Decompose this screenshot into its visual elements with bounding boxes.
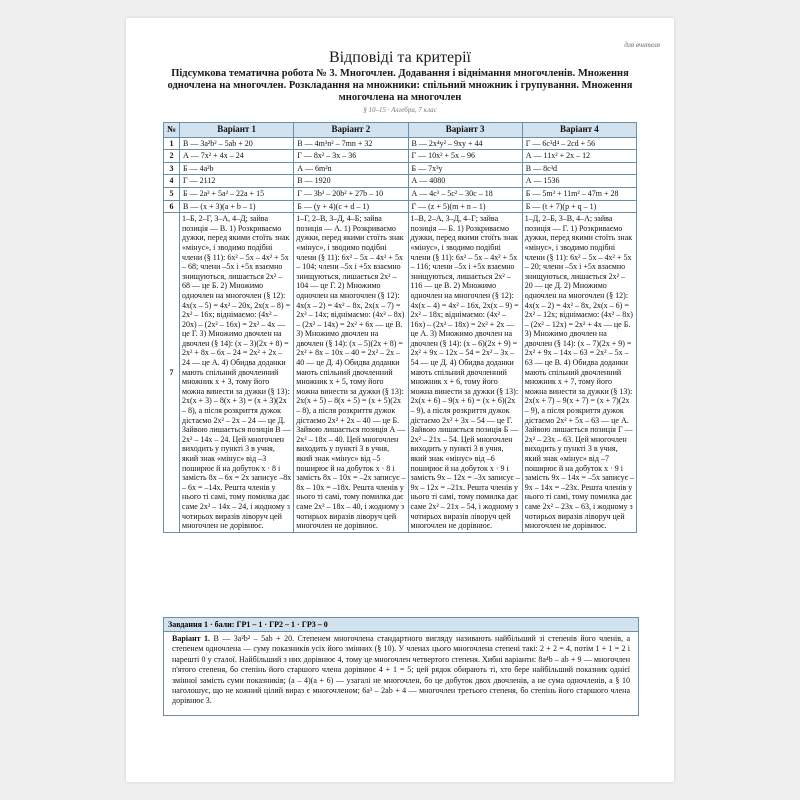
table-cell: В — (x + 3)(a + b – 1) bbox=[180, 200, 294, 213]
table-cell: Г — 6c³d⁴ – 2cd + 56 bbox=[522, 137, 636, 150]
table-cell: Г — 3b³ – 20b² + 27b – 10 bbox=[294, 187, 408, 200]
explanation-box bbox=[163, 631, 639, 716]
header-variant-4: Варіант 4 bbox=[522, 123, 636, 138]
page-subtitle: Підсумкова тематична робота № 3. Многочлен. Додавання і віднімання многочленів. Множення одночлена на многочлен. Розкладання на множники: спільний множник і групування. Множення многочлена на многочлен bbox=[167, 68, 633, 103]
table-cell: Б — 2a³ + 5a² – 22a + 15 bbox=[180, 187, 294, 200]
table-cell: Б — (y + 4)(c + d – 1) bbox=[294, 200, 408, 213]
table-cell: В — 4m³n² – 7mn + 32 bbox=[294, 137, 408, 150]
answer-sheet-page bbox=[126, 18, 674, 782]
table-cell: Б — 7x³y bbox=[408, 162, 522, 175]
table-row bbox=[164, 137, 637, 150]
task-scoring-header: Завдання 1 · бали: ГР1 – 1 · ГР2 – 1 · ГР3 – 0 bbox=[163, 617, 639, 632]
table-row bbox=[164, 187, 637, 200]
table-cell: Г — 10x² + 5x – 96 bbox=[408, 150, 522, 163]
row-number: 5 bbox=[164, 187, 180, 200]
table-cell: Г — (z + 5)(m + n – 1) bbox=[408, 200, 522, 213]
table-row bbox=[164, 162, 637, 175]
header-num: № bbox=[164, 123, 180, 138]
section-note: § 10–15 · Алгебра, 7 клас bbox=[363, 106, 437, 114]
table-cell: А — 11x² + 2x – 12 bbox=[522, 150, 636, 163]
table-cell: А — 4080 bbox=[408, 175, 522, 188]
table-cell: А — 1536 bbox=[522, 175, 636, 188]
row-number: 3 bbox=[164, 162, 180, 175]
row-number: 1 bbox=[164, 137, 180, 150]
table-cell: Б — (t + 7)(p + q – 1) bbox=[522, 200, 636, 213]
table-cell: Б — 5m³ + 11m² – 47m + 28 bbox=[522, 187, 636, 200]
teacher-label: для вчителя bbox=[624, 41, 660, 49]
table-row bbox=[164, 150, 637, 163]
table-cell: Г — 2112 bbox=[180, 175, 294, 188]
table-cell: В — 2x⁴y² – 9xy + 44 bbox=[408, 137, 522, 150]
header-variant-1: Варіант 1 bbox=[180, 123, 294, 138]
table-header-row bbox=[164, 123, 637, 138]
row-number: 2 bbox=[164, 150, 180, 163]
table-row bbox=[164, 213, 637, 533]
table-cell: Б — 4a²b bbox=[180, 162, 294, 175]
answers-table bbox=[163, 122, 637, 533]
header-variant-2: Варіант 2 bbox=[294, 123, 408, 138]
table-cell: 1–Г, 2–В, 3–Д, 4–Б; зайва позиція — А. 1) Розкриваємо дужки, перед якими стоїть знак «мінус», і зводимо подібні члени (§ 11): 6x² – 5x – 4x² + 5x – 104; члени –5x і +5x взаємно знищуються, лишається 2x² – 104 — це Г. 2) Множимо одночлен на многочлен (§ 12): 4x(x – 2) = 4x² – 8x, 2x(x – 7) = 2x² – 14x; віднімаємо: (4x² – 8x) – (2x² – 14x) = 2x² + 6x — це В. 3) Множимо двочлен на двочлен (§ 14): (x – 5)(2x + 8) = 2x² + 8x – 10x – 40 = 2x² – 2x – 40 — це Д. 4) Обидва доданки мають спільний двочленний множник x + 5, тому його можна винести за дужки (§ 13): 2x(x + 5) – 8(x + 5) = (x + 5)(2x – 8), а після розкриття дужок дістаємо 2x² + 2x – 40 — це Б. Зайвою лишається позиція А — 2x² – 18x – 40. Цей многочлен виходить у пункті 3 в учня, який знак «мінус» від –5 поширює й на добуток x · 8 і замість 8x – 10x = –2x записує –8x – 10x = –18x. Решта членів у нього ті самі, тому помилка дає саме 2x² – 18x – 40, і жодному з чотирьох виразів ліворуч цей многочлен не дорівнює. bbox=[294, 213, 408, 533]
table-row bbox=[164, 175, 637, 188]
row-number: 4 bbox=[164, 175, 180, 188]
header-variant-3: Варіант 3 bbox=[408, 123, 522, 138]
table-cell: 1–В, 2–А, 3–Д, 4–Г; зайва позиція — Б. 1) Розкриваємо дужки, перед якими стоїть знак «мінус», і зводимо подібні члени (§ 11): 6x² – 5x – 4x² + 5x – 116; члени –5x і +5x взаємно знищуються, лишається 2x² – 116 — це В. 2) Множимо одночлен на многочлен (§ 12): 4x(x – 4) = 4x² – 16x, 2x(x – 9) = 2x² – 18x; віднімаємо: (4x² – 16x) – (2x² – 18x) = 2x² + 2x — це А. 3) Множимо двочлен на двочлен (§ 14): (x – 6)(2x + 9) = 2x² + 9x – 12x – 54 = 2x² – 3x – 54 — це Д. 4) Обидва доданки мають спільний двочленний множник x + 6, тому його можна винести за дужки (§ 13): 2x(x + 6) – 9(x + 6) = (x + 6)(2x – 9), а після розкриття дужок дістаємо 2x² + 3x – 54 — це Г. Зайвою лишається позиція Б — 2x² – 21x – 54. Цей многочлен виходить у пункті 3 в учня, який знак «мінус» від –6 поширює й на добуток x · 9 і замість 9x – 12x = –3x записує –9x – 12x = –21x. Решта членів у нього ті самі, тому помилка дає саме 2x² – 21x – 54, і жодному з чотирьох виразів ліворуч цей многочлен не дорівнює. bbox=[408, 213, 522, 533]
table-cell: А — 6m²n bbox=[294, 162, 408, 175]
explanation-lead: Варіант 1. bbox=[172, 634, 211, 643]
table-cell: В — 3a²b² – 5ab + 20 bbox=[180, 137, 294, 150]
table-cell: В — 1920 bbox=[294, 175, 408, 188]
table-cell: Г — 8x² – 3x – 36 bbox=[294, 150, 408, 163]
table-cell: 1–Д, 2–Б, 3–В, 4–А; зайва позиція — Г. 1) Розкриваємо дужки, перед якими стоїть знак «мінус», і зводимо подібні члени (§ 11): 6x² – 5x – 4x² + 5x – 20; члени –5x і +5x взаємно знищуються, лишається 2x² – 20 — це Д. 2) Множимо одночлен на многочлен (§ 12): 4x(x – 2) = 4x² – 8x, 2x(x – 6) = 2x² – 12x; віднімаємо: (4x² – 8x) – (2x² – 12x) = 2x² + 4x — це Б. 3) Множимо двочлен на двочлен (§ 14): (x – 7)(2x + 9) = 2x² + 9x – 14x – 63 = 2x² – 5x – 63 — це В. 4) Обидва доданки мають спільний двочленний множник x + 7, тому його можна винести за дужки (§ 13): 2x(x + 7) – 9(x + 7) = (x + 7)(2x – 9), а після розкриття дужок дістаємо 2x² + 5x – 63 — це А. Зайвою лишається позиція Г — 2x² – 23x – 63. Цей многочлен виходить у пункті 3 в учня, який знак «мінус» від –7 поширює й на добуток x · 9 і замість 9x – 14x = –5x записує –9x – 14x = –23x. Решта членів у нього ті самі, тому помилка дає саме 2x² – 23x – 63, і жодному з чотирьох виразів ліворуч цей многочлен не дорівнює. bbox=[522, 213, 636, 533]
table-cell: А — 4c³ – 5c² – 30c – 18 bbox=[408, 187, 522, 200]
page-title: Відповіді та критерії bbox=[328, 49, 471, 66]
table-row bbox=[164, 200, 637, 213]
explanation-text: В — 3a²b² – 5ab + 20. Степенем многочлена стандартного вигляду називають найбільший зі степенів його членів, а степенем одночлена — суму показників усіх його змінних (§ 10). У членах цього многочлена степені такі: 2 + 2 = 4, потім 1 + 1 = 2 і нарешті 0 у сталої. Найбільший з них дорівнює 4, тому це многочлен четвертого степеня. Хибні варіанти: 8a⁴b – ab + 9 — многочлен п'ятого степеня, бо степінь його старшого члена дорівнює 4 + 1 = 5; цей рядок обирають ті, хто бере найбільший показник однієї змінної замість суми показників; (a – 4)(a + 6) — узагалі не многочлен, бо це добуток двох двочленів, а не сума одночленів, а § 10 наголошує, що не кожний цілий вираз є многочленом; 6a³ – 2ab + 4 — многочлен третього степеня, бо степінь його старшого члена дорівнює 3. bbox=[172, 634, 631, 706]
table-cell: 1–Б, 2–Г, 3–А, 4–Д; зайва позиція — В. 1) Розкриваємо дужки, перед якими стоїть знак «мінус», і зводимо подібні члени (§ 11): 6x² – 5x – 4x² + 5x – 68; члени –5x і +5x взаємно знищуються, лишається 2x² – 68 — це Б. 2) Множимо одночлен на многочлен (§ 12): 4x(x – 5) = 4x² – 20x, 2x(x – 8) = 2x² – 16x; віднімаємо: (4x² – 20x) – (2x² – 16x) = 2x² – 4x — це Г. 3) Множимо двочлен на двочлен (§ 14): (x – 3)(2x + 8) = 2x² + 8x – 6x – 24 = 2x² + 2x – 24 — це А. 4) Обидва доданки мають спільний двочленний множник x + 3, тому його можна винести за дужки (§ 13): 2x(x + 3) – 8(x + 3) = (x + 3)(2x – 8), а після розкриття дужок дістаємо 2x² – 2x – 24 — це Д. Зайвою лишається позиція В — 2x² – 14x – 24. Цей многочлен виходить у пункті 3 в учня, який знак «мінус» від –3 поширює й на добуток x · 8 і замість 8x – 6x = 2x записує –8x – 6x = –14x. Решта членів у нього ті самі, тому помилка дає саме 2x² – 14x – 24, і жодному з чотирьох виразів ліворуч цей многочлен не дорівнює. bbox=[180, 213, 294, 533]
row-number: 7 bbox=[164, 213, 180, 533]
table-cell: А — 7x² + 4x – 24 bbox=[180, 150, 294, 163]
row-number: 6 bbox=[164, 200, 180, 213]
table-cell: В — 8c³d bbox=[522, 162, 636, 175]
